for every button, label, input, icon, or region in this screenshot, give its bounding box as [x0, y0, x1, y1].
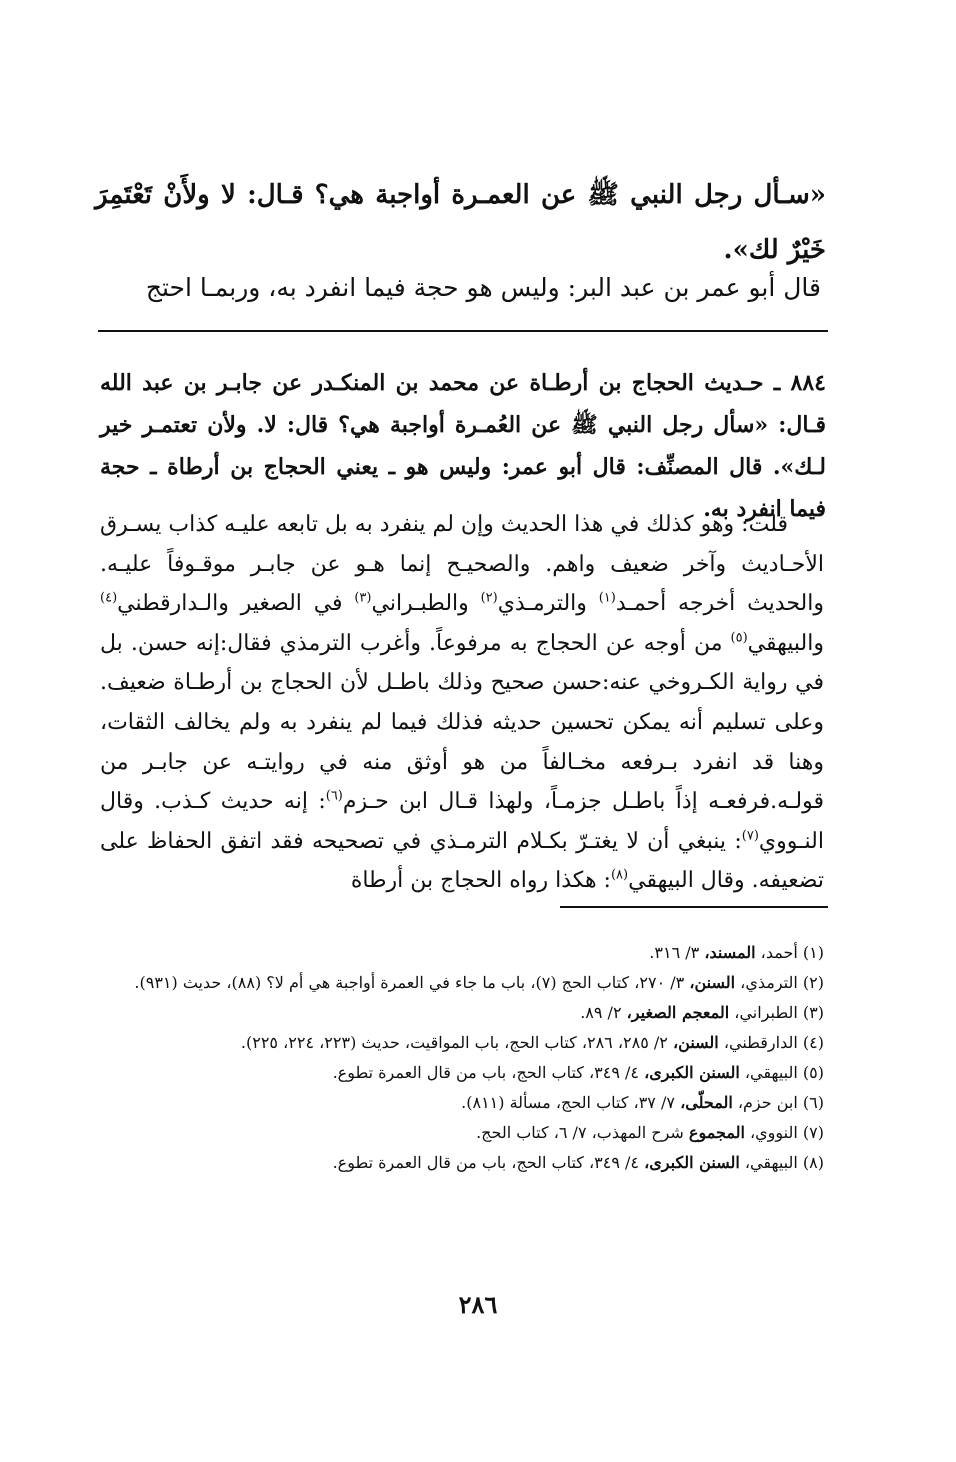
footnote-ref-3: (٣) [354, 590, 372, 606]
footnote-work: السنن، [689, 973, 736, 992]
footnote-author: الدارقطني، [718, 1033, 798, 1052]
footnote-6 [95, 1088, 824, 1118]
footnote-number: (٤) [802, 1033, 824, 1052]
footnote-number: (٦) [802, 1093, 824, 1112]
footnote-8 [95, 1148, 824, 1178]
footnote-citation: ٣/ ٢٧٠، كتاب الحج (٧)، باب ما جاء في العمرة أواجبة هي أم لا؟ (٨٨)، حديث (٩٣١). [134, 973, 690, 992]
footnote-citation: ٤/ ٣٤٩، كتاب الحج، باب من قال العمرة تطوع. [332, 1153, 645, 1172]
discussion-part-7: : إنه حديث كـذب. وقال النـووي [100, 789, 824, 854]
top-quote [95, 168, 826, 278]
footnote-citation: ٧/ ٣٧، كتاب الحج، مسألة (٨١١). [461, 1093, 681, 1112]
footnote-work: السنن الكبرى، [644, 1153, 740, 1172]
footnote-number: (٧) [802, 1123, 824, 1142]
footnote-ref-7: (٧) [741, 828, 759, 844]
top-commentary: قال أبو عمر بن عبد البر: وليس هو حجة فيما انفرد به، وربمـا احتج [145, 273, 821, 302]
discussion-part-9: : هكذا رواه الحجاج بن أرطاة [350, 868, 611, 894]
footnote-work: السنن، [672, 1033, 719, 1052]
footnote-work: المسند، [704, 943, 756, 962]
footnote-ref-2: (٢) [480, 590, 498, 606]
footnote-citation: ٢/ ٢٨٥، ٢٨٦، كتاب الحج، باب المواقيت، حديث (٢٢٣، ٢٢٤، ٢٢٥). [240, 1033, 673, 1052]
footnote-1 [95, 938, 824, 968]
footnote-number: (١) [802, 943, 824, 962]
footnote-citation: ٤/ ٣٤٩، كتاب الحج، باب من قال العمرة تطوع. [332, 1063, 645, 1082]
footnote-citation: شرح المهذب، ٧/ ٦، كتاب الحج. [476, 1123, 689, 1142]
footnote-number: (٣) [802, 1003, 824, 1022]
footnote-author: الترمذي، [735, 973, 798, 992]
footnote-ref-6: (٦) [325, 788, 343, 804]
footnotes [95, 938, 824, 1178]
discussion-part-8: : ينبغي أن لا يغتـرّ بكـلام الترمـذي في تصحيحه فقد اتفق الحفاظ على تضعيفه. وقال البيهقي [100, 828, 824, 894]
footnote-3 [95, 998, 824, 1028]
discussion-part-1: قلت: وهو كذلك في هذا الحديث وإن لم ينفرد به بل تابعه عليـه كذاب يسـرق الأحـاديث وآخر ضعيف واهم. والصحيـح إنما هـو عن جابـر موقـوفاً عليـه. والحديث أخرجه أحمـد [100, 512, 824, 617]
footnote-4 [95, 1028, 824, 1058]
footnote-work: المعجم الصغير، [626, 1003, 730, 1022]
footnote-citation: ٢/ ٨٩. [580, 1003, 627, 1022]
footnote-ref-8: (٨) [610, 868, 629, 884]
discussion-paragraph [100, 505, 824, 901]
footnote-citation: ٣/ ٣١٦. [649, 943, 705, 962]
footnote-author: البيهقي، [739, 1063, 798, 1082]
top-quote-text: «سـأل رجل النبي ﷺ عن العمـرة أواجبة هي؟ قـال: لا ولأَنْ تَعْتَمِرَ خَيْرٌ لك». [95, 180, 826, 265]
footnote-work: المحلّى، [680, 1093, 733, 1112]
discussion-part-3: والطبـراني [371, 591, 481, 617]
footnote-work: المجموع [688, 1123, 745, 1142]
footnote-ref-5: (٥) [730, 630, 748, 646]
discussion-part-5: والبيهقي [747, 630, 824, 656]
footnote-divider [560, 906, 828, 908]
footnote-author: البيهقي، [739, 1153, 798, 1172]
discussion-part-2: والترمـذي [497, 591, 599, 617]
page-number: ٢٨٦ [458, 1290, 498, 1319]
discussion-text [100, 505, 824, 901]
footnote-work: السنن الكبرى، [644, 1063, 740, 1082]
footnote-author: النووي، [744, 1123, 798, 1142]
discussion-part-6: من أوجه عن الحجاج به مرفوعاً. وأغرب الترمذي فقال:إنه حسن. بل في رواية الكـروخي عنه:حسن صحيح وذلك باطـل لأن الحجاج بن أرطـاة ضعيف. وعلى تسليم أنه يمكن تحسين حديثه فذلك فيما لم ينفرد به ولم يخالف الثقات، وهنا قد انفرد بـرفعه مخـالفاً من هو أوثق منه في روايتـه عن جابـر من قولـه.فرفعـه إذاً باطـل جزمـاً، ولهذا قـال ابن حـزم [100, 630, 824, 815]
footnote-number: (٥) [802, 1063, 824, 1082]
footnote-ref-1: (١) [598, 590, 616, 606]
footnote-2 [95, 968, 824, 998]
discussion-part-4: في الصغير والـدارقطني [117, 591, 355, 617]
footnote-number: (٨) [802, 1153, 824, 1172]
hadith-text: ٨٨٤ ـ حـديث الحجاج بن أرطـاة عن محمد بن المنكـدر عن جابـر بن عبد الله قـال: «سأل رجل النبي ﷺ عن العُمـرة أواجبة هي؟ قال: لا. ولأن تعتمـر خير لـك». قال المصنِّف: قال أبو عمر: وليس هو ـ يعني الحجاج بن أرطاة ـ حجة فيما انفرد به. [100, 370, 826, 522]
footnote-author: أحمد، [755, 943, 798, 962]
footnote-number: (٢) [802, 973, 824, 992]
footnote-5 [95, 1058, 824, 1088]
footnote-ref-4: (٤) [100, 590, 118, 606]
footnote-author: ابن حزم، [732, 1093, 798, 1112]
footnote-author: الطبراني، [729, 1003, 798, 1022]
footnote-7 [95, 1118, 824, 1148]
section-divider [98, 330, 828, 332]
